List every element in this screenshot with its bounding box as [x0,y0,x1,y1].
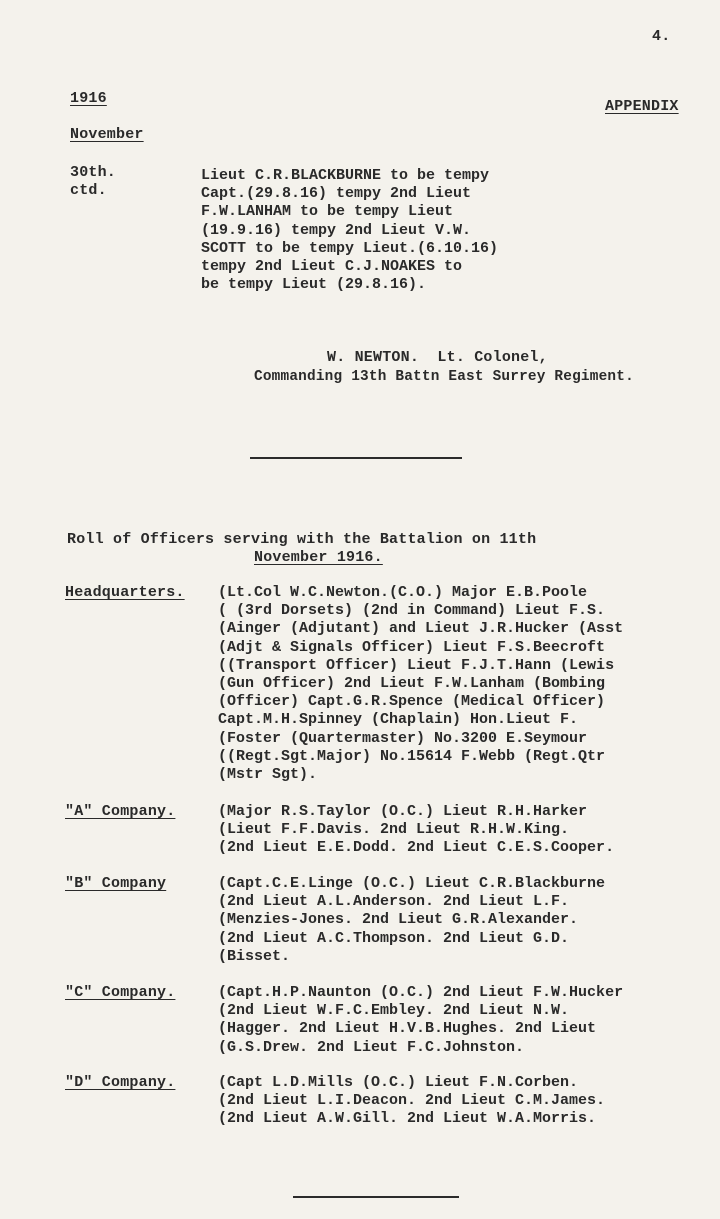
roll-line: (2nd Lieut E.E.Dodd. 2nd Lieut C.E.S.Cooper. [218,839,615,857]
entry-line: be tempy Lieut (29.8.16). [201,276,427,294]
roll-line: (Hagger. 2nd Lieut H.V.B.Hughes. 2nd Lieut [218,1020,597,1038]
roll-line: (Ainger (Adjutant) and Lieut J.R.Hucker (Asst [218,620,624,638]
roll-line: (Adjt & Signals Officer) Lieut F.S.Beecroft [218,638,606,656]
roll-line: ((Transport Officer) Lieut F.J.T.Hann (Lewis [218,656,615,674]
section-c-company-list [218,984,623,1057]
entry-date-note: ctd. [70,182,107,199]
roll-title-line-1: Roll of Officers serving with the Battalion on 11th [67,531,537,548]
roll-line: (Capt.C.E.Linge (O.C.) Lieut C.R.Blackburne [218,875,606,892]
entry-line: tempy 2nd Lieut C.J.NOAKES to [201,258,463,276]
entry-date: 30th. [70,164,117,181]
entry-line: F.W.LANHAM to be tempy Lieut [201,203,454,221]
entry-text [201,167,498,294]
roll-line: (Foster (Quartermaster) No.3200 E.Seymour [218,729,588,747]
entry-line: Capt.(29.8.16) tempy 2nd Lieut [201,185,472,203]
entry-line: (19.9.16) tempy 2nd Lieut V.W. [201,221,472,239]
section-heading-d-company: "D" Company. [65,1074,176,1091]
month-heading: November [70,126,144,143]
signature-line-1: W. NEWTON. Lt. Colonel, [327,349,548,366]
roll-line: (2nd Lieut A.C.Thompson. 2nd Lieut G.D. [218,929,570,947]
section-heading-c-company: "C" Company. [65,984,176,1001]
roll-line: (Major R.S.Taylor (O.C.) Lieut R.H.Harker [218,803,588,820]
entry-line: Lieut C.R.BLACKBURNE to be tempy [201,167,490,184]
section-headquarters-list [218,584,623,784]
section-a-company-list [218,803,614,858]
roll-line: (Mstr Sgt). [218,766,318,784]
roll-line: ( (3rd Dorsets) (2nd in Command) Lieut F.S. [218,602,606,620]
page-number: 4. [652,28,671,45]
roll-line: (Lieut F.F.Davis. 2nd Lieut R.H.W.King. [218,821,570,839]
roll-line: (2nd Lieut W.F.C.Embley. 2nd Lieut N.W. [218,1002,570,1020]
roll-line: (2nd Lieut A.W.Gill. 2nd Lieut W.A.Morris. [218,1110,597,1128]
appendix-label: APPENDIX [605,98,679,115]
roll-line: (G.S.Drew. 2nd Lieut F.C.Johnston. [218,1038,525,1056]
bottom-divider-rule [293,1196,459,1198]
section-heading-a-company: "A" Company. [65,803,176,820]
section-heading-b-company: "B" Company [65,875,167,892]
section-heading-headquarters: Headquarters. [65,584,185,601]
section-d-company-list [218,1074,605,1129]
signature-line-2: Commanding 13th Battn East Surrey Regiment. [254,369,634,385]
roll-line: (2nd Lieut A.L.Anderson. 2nd Lieut L.F. [218,893,570,911]
roll-line: (Capt.H.P.Naunton (O.C.) 2nd Lieut F.W.Hucker [218,984,624,1001]
section-b-company-list [218,875,605,966]
roll-line: (Bisset. [218,947,291,965]
roll-line: (Gun Officer) 2nd Lieut F.W.Lanham (Bombing [218,675,606,693]
entry-line: SCOTT to be tempy Lieut.(6.10.16) [201,239,499,257]
roll-line: ((Regt.Sgt.Major) No.15614 F.Webb (Regt.Qtr [218,747,606,765]
roll-line: (Capt L.D.Mills (O.C.) Lieut F.N.Corben. [218,1074,579,1091]
roll-line: Capt.M.H.Spinney (Chaplain) Hon.Lieut F. [218,711,579,729]
roll-line: (2nd Lieut L.I.Deacon. 2nd Lieut C.M.James. [218,1092,606,1110]
roll-title-line-2: November 1916. [254,549,383,566]
year-heading: 1916 [70,90,107,107]
roll-line: (Officer) Capt.G.R.Spence (Medical Officer) [218,693,606,711]
roll-line: (Lt.Col W.C.Newton.(C.O.) Major E.B.Poole [218,584,588,601]
divider-rule [250,457,462,459]
roll-line: (Menzies-Jones. 2nd Lieut G.R.Alexander. [218,911,579,929]
